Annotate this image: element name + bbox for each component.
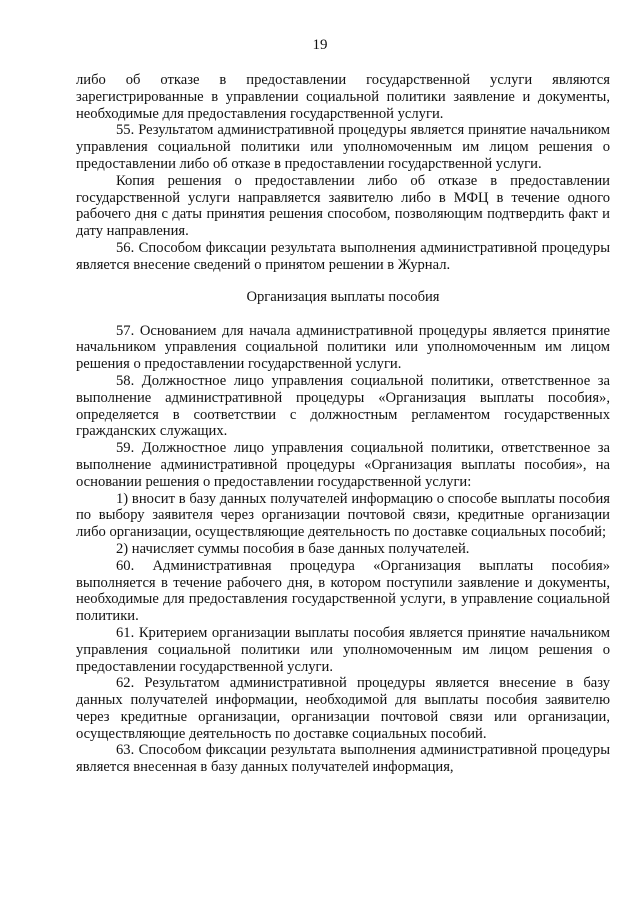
section-title: Организация выплаты пособия <box>246 288 440 305</box>
paragraph-62: 62. Результатом административной процедуры является внесение в базу данных получателей информации, необходимой для выплаты пособия заявителю через кредитные организации, организации почтовой связи или организации, осуществляющие деятельность по доставке социальных пособий. <box>76 675 610 742</box>
list-item-1: 1) вносит в базу данных получателей информацию о способе выплаты пособия по выбору заявителя через организации почтовой связи, кредитные организации либо организации, осуществляющие деятельность по доставке социальных пособий; <box>76 490 610 541</box>
paragraph-55-copy: Копия решения о предоставлении либо об отказе в предоставлении государственной услуги направляется заявителю либо в МФЦ в течение одного рабочего дня с даты принятия решения способом, позволяющим подтвердить факт и дату направления. <box>76 172 610 240</box>
paragraph-60: 60. Административная процедура «Организация выплаты пособия» выполняется в течение рабочего дня, в котором поступили заявление и документы, необходимые для предоставления государственной услуги, в управление социальной политики. <box>76 557 610 625</box>
paragraph-continuation: либо об отказе в предоставлении государственной услуги являются зарегистрированные в управлении социальной политики заявление и документы, необходимые для предоставления государственной услуги. <box>76 72 610 122</box>
paragraph-57: 57. Основанием для начала административной процедуры является принятие начальником управления социальной политики или уполномоченным им лицом решения о предоставлении государственной услуги. <box>76 322 610 373</box>
paragraph-59: 59. Должностное лицо управления социальной политики, ответственное за выполнение административной процедуры «Организация выплаты пособия», на основании решения о предоставлении государственной услуги: <box>76 440 610 490</box>
page-content <box>76 72 610 776</box>
paragraph-55: 55. Результатом административной процедуры является принятие начальником управления социальной политики или уполномоченным им лицом решения о предоставлении либо об отказе в предоставлении государственной услуги. <box>76 122 610 172</box>
paragraph-61: 61. Критерием организации выплаты пособия является принятие начальником управления социальной политики или уполномоченным им лицом решения о предоставлении государственной услуги. <box>76 624 610 675</box>
paragraph-63: 63. Способом фиксации результата выполнения административной процедуры является внесенная в базу данных получателей информация, <box>76 742 610 776</box>
paragraph-56: 56. Способом фиксации результата выполнения административной процедуры является внесение сведений о принятом решении в Журнал. <box>76 239 610 273</box>
page-number: 19 <box>312 37 328 53</box>
paragraph-58: 58. Должностное лицо управления социальной политики, ответственное за выполнение административной процедуры «Организация выплаты пособия», определяется в соответствии с должностным регламентом государственных гражданских служащих. <box>76 372 610 440</box>
list-item-2: 2) начисляет суммы пособия в базе данных получателей. <box>116 540 470 557</box>
